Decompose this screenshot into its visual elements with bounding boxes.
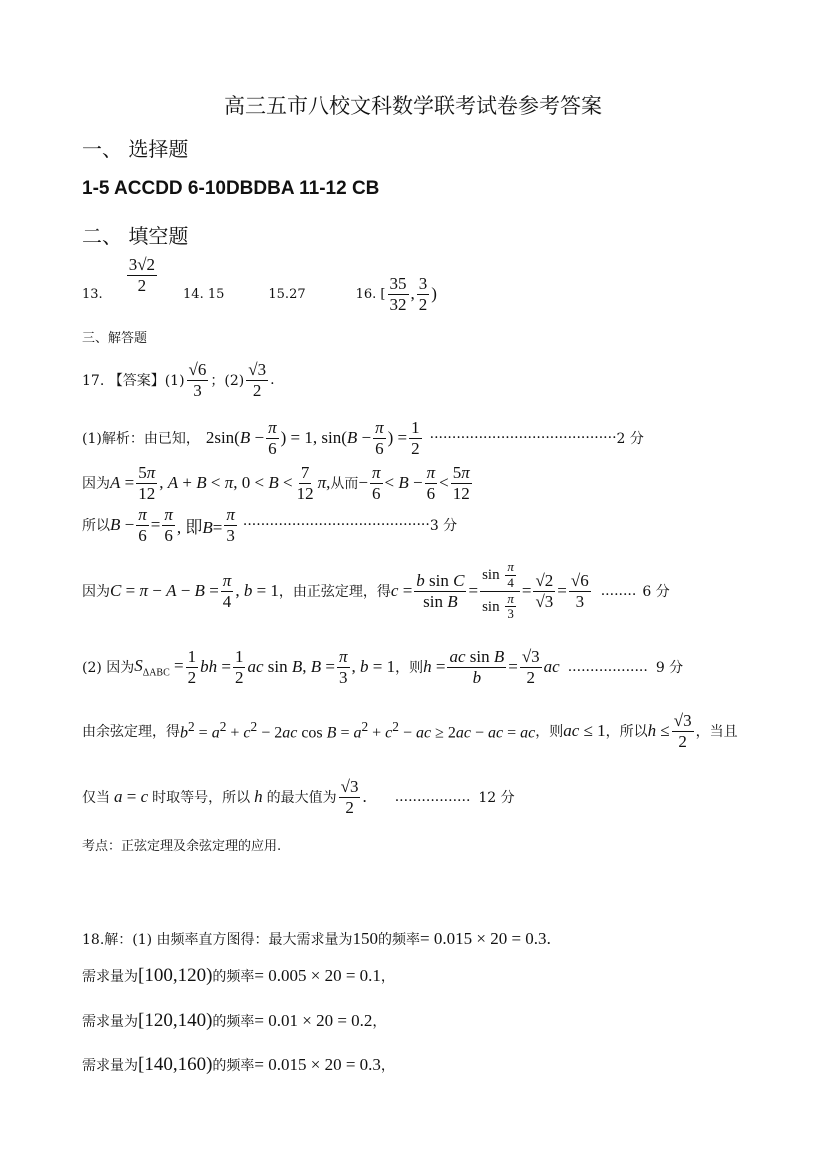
q17-step-7: 仅当 a = c 时取等号，所以 h 的最大值为 $\frac{√3}{2}$ . ................. 12 分: [82, 776, 515, 817]
q16-label: 16. [: [355, 286, 386, 302]
section-solutions-heading: 三、解答题: [82, 331, 148, 346]
q17-step-4: 因为 C = π − A − B = $\frac{\pi}{4}$ , b = 1 ，由正弦定理，得 c = $\frac{\text{b sin C}}{\text{sin B}}$ = sin $\frac{\pi}{4}$ sin $\frac{\pi}{3}$ = $\frac{√2}{√3}$ = $\frac{√6}{3}$ ........ 6 分: [82, 558, 670, 622]
q17-step-5: (2) 因为 $S_{\Delta ABC}$ = $\frac{1}{2}$ bh = $\frac{1}{2}$ ac sin B, B = $\frac{\pi}{3}$ , b = 1 ，则 h = $\frac{\text{ac sin B}}{b}$ = $\frac{√3}{2}$ ac .................. 9 分: [82, 646, 684, 687]
q16-fraction-a: $\frac{35}{32}$: [389, 273, 407, 314]
q15-answer: 15.27: [268, 286, 306, 302]
section-multiple-choice-heading: 一、 选择题: [82, 137, 189, 161]
q17-answer-line: 17. 【答案】(1) $\frac{√6}{3}$ ；(2) $\frac{√3}{2}$ .: [82, 359, 275, 400]
q18-line-4: 需求量为 [140,160) 的频率 = 0.015 × 20 = 0.3 ，: [82, 1054, 395, 1075]
q17-step-1: (1)解析：由已知， 2sin(B − $\frac{\pi}{6}$ ) = 1, sin(B − $\frac{\pi}{6}$ ) = $\frac{1}{2}$ ·········································· 2 分: [82, 417, 644, 458]
multiple-choice-answers: 1-5 ACCDD 6-10DBDBA 11-12 CB: [82, 178, 380, 199]
q17-step-2: 因为 A = $\frac{5\pi}{12}$ , A + B < π, 0 < B < $\frac{7}{12}$ π, 从而 − $\frac{\pi}{6}$ < B − $\frac{\pi}{6}$ < $\frac{5\pi}{12}$: [82, 462, 470, 503]
section-fill-in-heading: 二、 填空题: [82, 224, 189, 248]
page-title: 高三五市八校文科数学联考试卷参考答案: [224, 94, 602, 118]
q18-line-2: 需求量为 [100,120) 的频率 = 0.005 × 20 = 0.1 ，: [82, 965, 395, 986]
q18-line-1: 18.解：(1) 由频率直方图得：最大需求量为 150 的频率 = 0.015 × 20 = 0.3 .: [82, 929, 551, 948]
q13-label: 13.: [82, 286, 103, 302]
q17-step-6: 由余弦定理，得 $b^2 = a^2 + c^2 - 2ac$ $\cos B = a^2 + c^2$ − ac ≥ 2ac − ac = ac ，则 ac ≤ 1 ，所以 h ≤ $\frac{√3}{2}$ ，当且: [82, 710, 738, 751]
q13-fraction: $\frac{3√2}{2}$: [128, 254, 156, 295]
q17-note: 考点：正弦定理及余弦定理的应用.: [82, 839, 282, 854]
q17-step-3: 所以 B − $\frac{\pi}{6}$ = $\frac{\pi}{6}$ , 即B= $\frac{\pi}{3}$ ·········································· 3 分: [82, 504, 458, 545]
q18-line-3: 需求量为 [120,140) 的频率 = 0.01 × 20 = 0.2 ，: [82, 1010, 387, 1031]
q16-fraction-b: $\frac{3}{2}$: [418, 273, 428, 314]
q14-answer: 14. 15: [183, 286, 225, 302]
fill-in-answers: 13. $\frac{3√2}{2}$ 14. 15 15.27 16. [ $\frac{35}{32}$ , $\frac{3}{2}$ ): [82, 254, 437, 314]
